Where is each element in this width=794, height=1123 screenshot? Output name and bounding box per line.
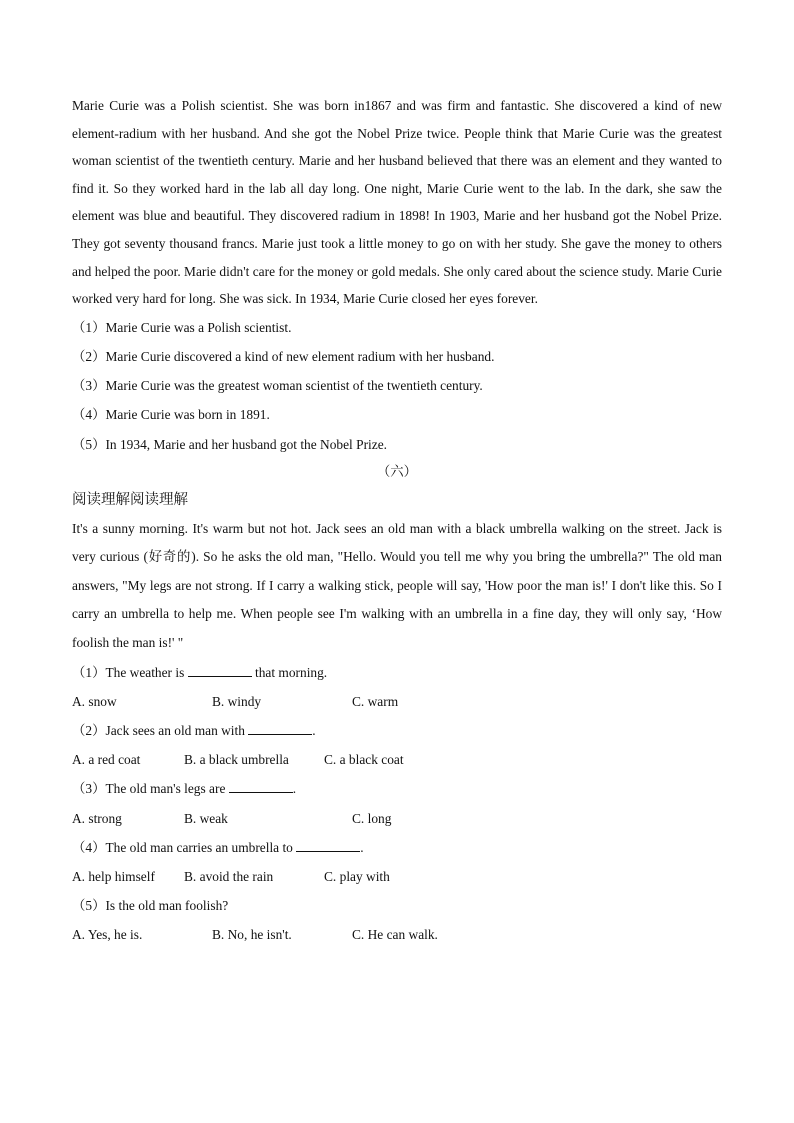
option-2c[interactable]: C. a black coat xyxy=(324,752,404,768)
options-2 xyxy=(72,745,722,774)
section-number: （六） xyxy=(376,463,418,479)
option-5a[interactable]: A. Yes, he is. xyxy=(72,927,143,943)
statement-2: （2）Marie Curie discovered a kind of new element radium with her husband. xyxy=(72,348,495,364)
options-1 xyxy=(72,687,722,716)
options-5 xyxy=(72,920,722,949)
options-4 xyxy=(72,862,722,891)
passage-marie-curie: Marie Curie was a Polish scientist. She was born in1867 and was firm and fantastic. She discovered a kind of new element-radium with her husband. And she got the Nobel Prize twice. People think that Marie Curie was the greatest woman scientist of the twentieth century. Marie and her husband believed that there was an element and they wanted to find it. So they worked hard in the lab all day long. One night, Marie Curie went to the lab. In the dark, she saw the element was blue and beautiful. They discovered radium in 1898! In 1903, Marie and her husband got the Nobel Prize. They got seventy thousand francs. Marie just took a little money to go on with her study. She gave the money to others and helped the poor. Marie didn't care for the money or gold medals. She only cared about the science study. Marie Curie worked very hard for long. She was sick. In 1934, Marie Curie closed her eyes forever. xyxy=(72,98,722,307)
answer-blank-3[interactable] xyxy=(229,780,293,793)
statement-3: （3）Marie Curie was the greatest woman scientist of the twentieth century. xyxy=(72,378,483,394)
passage-umbrella: It's a sunny morning. It's warm but not hot. Jack sees an old man with a black umbrella walking on the street. Jack is very curious (好奇的). So he asks the old man, "Hello. Would you tell me why you bring the umbrella?" The old man answers, "My legs are not strong. If I carry a walking stick, people will say, 'How poor the man is!' I don't like this. So I carry an umbrella to help me. When people see I'm walking with an umbrella in a fine day, they will only say, ‘How foolish the man is!' " xyxy=(72,520,722,651)
question-1-tail: that morning. xyxy=(251,664,328,680)
answer-blank-2[interactable] xyxy=(248,722,312,735)
answer-blank-4[interactable] xyxy=(296,839,360,852)
option-1b[interactable]: B. windy xyxy=(212,693,262,709)
options-3 xyxy=(72,804,722,833)
question-3-tail: . xyxy=(292,781,297,797)
option-4c[interactable]: C. play with xyxy=(324,868,390,884)
option-4b[interactable]: B. avoid the rain xyxy=(184,868,274,884)
question-4 xyxy=(72,833,722,862)
statement-5: （5）In 1934, Marie and her husband got the Nobel Prize. xyxy=(72,436,387,452)
option-5b[interactable]: B. No, he isn't. xyxy=(212,927,292,943)
answer-blank-1[interactable] xyxy=(188,664,252,677)
option-3a[interactable]: A. strong xyxy=(72,810,122,826)
question-5-text: （5）Is the old man foolish? xyxy=(72,898,229,914)
option-3c[interactable]: C. long xyxy=(352,810,392,826)
statement-4: （4）Marie Curie was born in 1891. xyxy=(72,407,270,423)
option-1a[interactable]: A. snow xyxy=(72,693,117,709)
option-1c[interactable]: C. warm xyxy=(352,693,399,709)
question-2-text: （2）Jack sees an old man with xyxy=(72,723,249,739)
question-4-text: （4）The old man carries an umbrella to xyxy=(72,839,297,855)
question-1 xyxy=(72,658,722,687)
section-heading: 阅读理解阅读理解 xyxy=(72,491,188,508)
question-4-tail: . xyxy=(360,839,364,855)
option-4a[interactable]: A. help himself xyxy=(72,868,155,884)
question-3 xyxy=(72,774,722,803)
statement-1: （1）Marie Curie was a Polish scientist. xyxy=(72,319,292,335)
question-5 xyxy=(72,891,722,920)
question-2-tail: . xyxy=(312,723,316,739)
question-2 xyxy=(72,716,722,745)
question-1-text: （1）The weather is xyxy=(72,664,188,680)
option-2b[interactable]: B. a black umbrella xyxy=(184,752,289,768)
option-3b[interactable]: B. weak xyxy=(184,810,228,826)
option-5c[interactable]: C. He can walk. xyxy=(352,927,438,943)
option-2a[interactable]: A. a red coat xyxy=(72,752,141,768)
question-3-text: （3）The old man's legs are xyxy=(72,781,229,797)
worksheet-page xyxy=(72,92,722,950)
